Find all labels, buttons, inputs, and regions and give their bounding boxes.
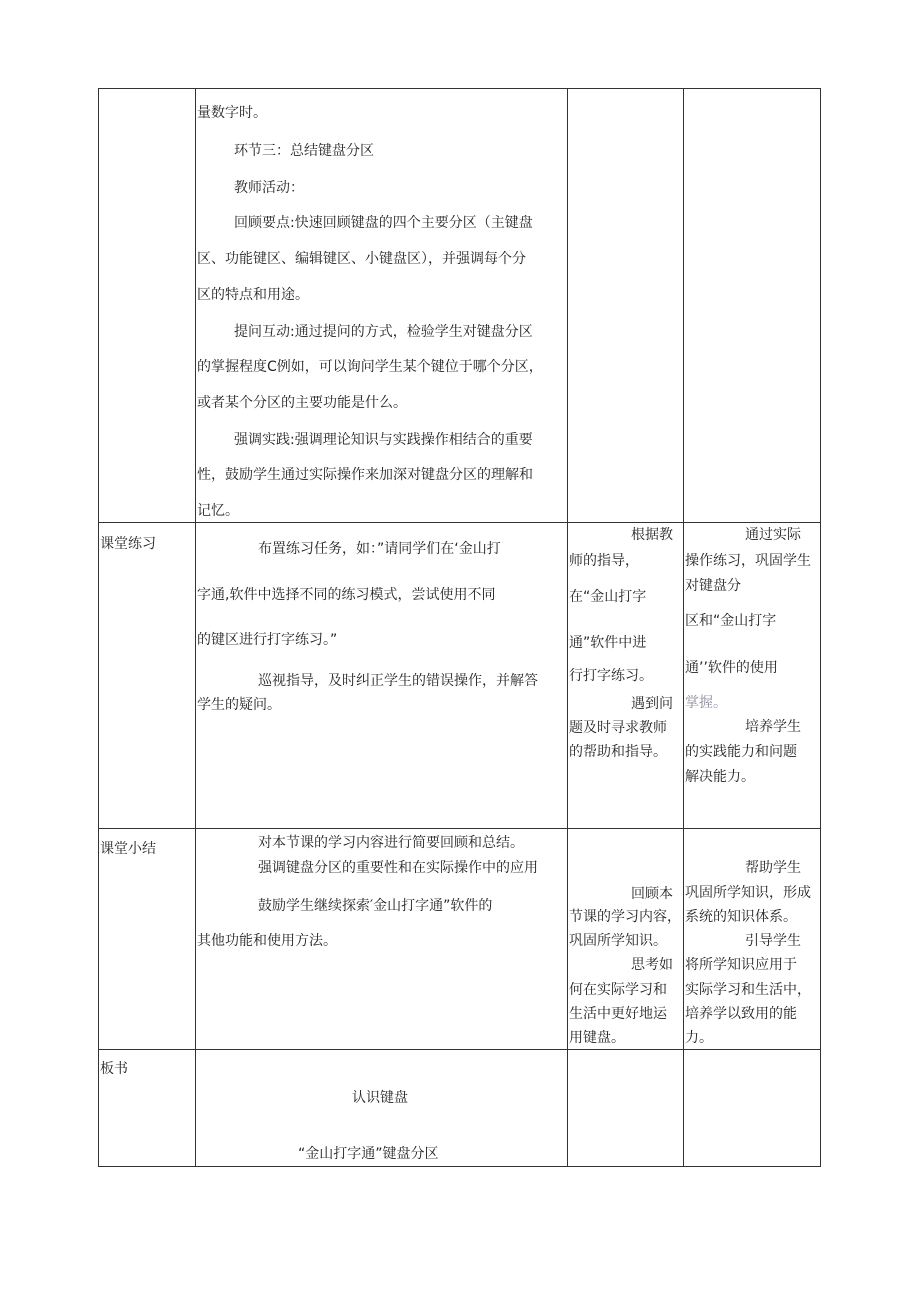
cell-text-line: 思考如 <box>631 957 673 973</box>
cell-text-line: 区的特点和用途。 <box>197 287 309 303</box>
cell-text-line: 引导学生 <box>745 933 801 949</box>
cell-text-line: 回顾本 <box>631 886 673 902</box>
table-rule <box>567 88 568 1167</box>
cell-text-line: 题及时寻求教师 <box>569 720 667 736</box>
cell-text-line: 掌握。 <box>685 695 727 711</box>
cell-text-line: 的键区进行打字练习。” <box>197 632 338 648</box>
cell-text-line: 行打字练习。 <box>569 668 653 684</box>
table-rule <box>195 88 196 1167</box>
cell-text-line: 师的指导， <box>569 553 639 569</box>
cell-text-line: 其他功能和使用方法。 <box>197 933 337 949</box>
cell-text-line: 帮助学生 <box>745 860 801 876</box>
cell-text-line: 用键盘。 <box>569 1030 625 1046</box>
cell-text-line: 节课的学习内容， <box>569 909 681 925</box>
cell-text-line: 性，鼓励学生通过实际操作来加深对键盘分区的理解和 <box>197 467 533 483</box>
board-subtitle: “金山打字通”键盘分区 <box>298 1146 439 1162</box>
row-label: 课堂练习 <box>100 536 156 552</box>
cell-text-line: 回顾要点:快速回顾键盘的四个主要分区（主键盘 <box>234 215 533 231</box>
cell-text-line: 布置练习任务，如：”请同学们在‘金山打 <box>258 541 501 557</box>
row-label: 课堂小结 <box>100 841 156 857</box>
cell-text-line: 操作练习，巩固学生 <box>685 553 811 569</box>
cell-text-line: 在“金山打字 <box>569 589 647 605</box>
cell-text-line: 将所学知识应用于 <box>685 957 797 973</box>
cell-text-line: 巡视指导，及时纠正学生的错误操作，并解答 <box>258 673 538 689</box>
cell-text-line: 的实践能力和问题 <box>685 744 797 760</box>
cell-text-line: 生活中更好地运 <box>569 1006 667 1022</box>
cell-text-line: 环节三：总结键盘分区 <box>234 143 374 159</box>
table-rule <box>683 88 684 1167</box>
board-title: 认识键盘 <box>352 1090 408 1106</box>
table-rule <box>98 828 821 829</box>
table-rule <box>98 88 821 89</box>
cell-text-line: 解决能力。 <box>685 769 755 785</box>
table-rule <box>98 522 821 523</box>
table-rule <box>820 88 821 1167</box>
cell-text-line: 鼓励学生继续探索′金山打字通”软件的 <box>258 898 493 914</box>
cell-text-line: 通过实际 <box>745 527 801 543</box>
cell-text-line: 区、功能键区、编辑键区、小键盘区），并强调每个分 <box>197 251 526 267</box>
table-rule <box>98 88 99 1167</box>
cell-text-line: 强调实践:强调理论知识与实践操作相结合的重要 <box>234 432 533 448</box>
cell-text-line: 培养学以致用的能 <box>685 1006 797 1022</box>
cell-text-line: 通”软件中进 <box>569 635 647 651</box>
table-rule <box>98 1049 821 1050</box>
cell-text-line: 提问互动:通过提问的方式，检验学生对键盘分区 <box>234 324 533 340</box>
cell-text-line: 培养学生 <box>745 719 801 735</box>
cell-text-line: 学生的疑问。 <box>197 697 281 713</box>
cell-text-line: 量数字时。 <box>197 105 267 121</box>
cell-text-line: 对键盘分 <box>685 578 741 594</box>
cell-text-line: 的掌握程度C例如，可以询问学生某个键位于哪个分区， <box>197 359 543 375</box>
cell-text-line: 强调键盘分区的重要性和在实际操作中的应用 <box>258 860 538 876</box>
cell-text-line: 区和“金山打字 <box>685 613 777 629</box>
cell-text-line: 对本节课的学习内容进行简要回顾和总结。 <box>258 835 524 851</box>
cell-text-line: 何在实际学习和 <box>569 982 667 998</box>
cell-text-line: 实际学习和生活中， <box>685 982 811 998</box>
cell-text-line: 字通,软件中选择不同的练习模式，尝试使用不同 <box>197 587 496 603</box>
row-label: 板书 <box>100 1061 128 1077</box>
cell-text-line: 巩固所学知识，形成 <box>685 885 811 901</box>
cell-text-line: 巩固所学知识。 <box>569 933 667 949</box>
cell-text-line: 通’’软件的使用 <box>685 660 778 676</box>
cell-text-line: 教师活动： <box>234 180 304 196</box>
cell-text-line: 或者某个分区的主要功能是什么。 <box>197 395 407 411</box>
cell-text-line: 记忆。 <box>197 503 239 519</box>
cell-text-line: 的帮助和指导。 <box>569 744 667 760</box>
cell-text-line: 遇到问 <box>631 696 673 712</box>
table-rule <box>98 1166 821 1167</box>
cell-text-line: 根据教 <box>631 527 673 543</box>
cell-text-line: 系统的知识体系。 <box>685 909 797 925</box>
cell-text-line: 力。 <box>685 1030 713 1046</box>
